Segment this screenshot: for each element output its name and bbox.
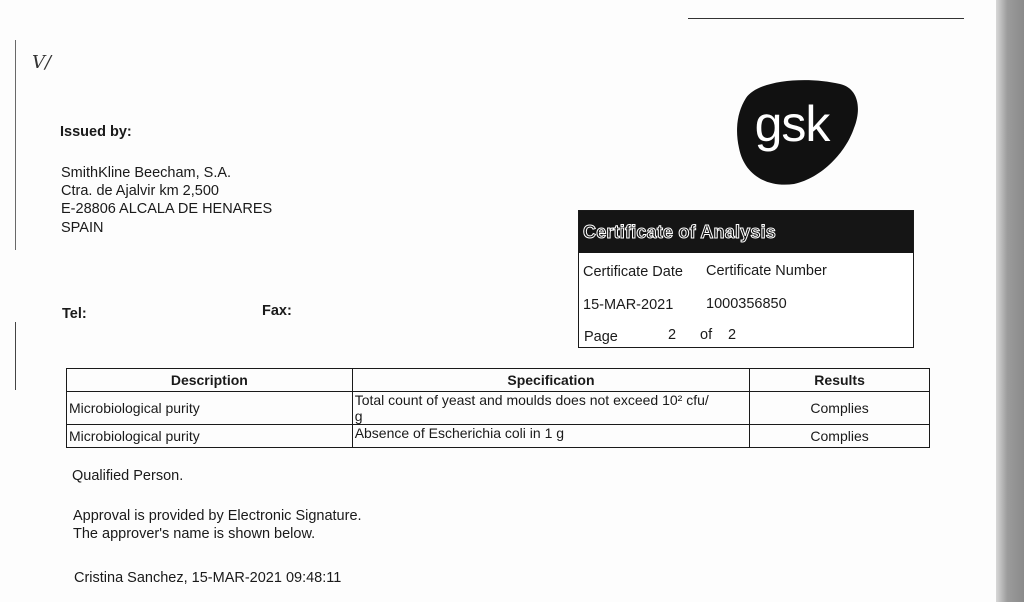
issuer-company: SmithKline Beecham, S.A. bbox=[61, 165, 232, 181]
tel-label: Tel: bbox=[62, 306, 87, 322]
fax-label: Fax: bbox=[262, 303, 292, 319]
handwritten-mark: V/ bbox=[32, 52, 52, 73]
results-table bbox=[66, 368, 930, 448]
table-header-row bbox=[67, 369, 930, 392]
electronic-signature: Cristina Sanchez, 15-MAR-2021 09:48:11 bbox=[74, 570, 342, 586]
header-specification: Specification bbox=[352, 369, 749, 392]
row-specification bbox=[352, 392, 749, 425]
page-current: 2 bbox=[668, 327, 677, 343]
scan-edge-shadow bbox=[996, 0, 1024, 602]
specification-line: Total count of yeast and moulds does not exceed 10² cfu/ bbox=[354, 392, 709, 408]
certificate-box bbox=[578, 210, 914, 348]
page-total: 2 bbox=[728, 327, 737, 343]
approval-line1: Approval is provided by Electronic Signature. bbox=[73, 508, 362, 524]
table-row bbox=[67, 425, 930, 448]
header-results: Results bbox=[750, 369, 930, 392]
issuer-country: SPAIN bbox=[61, 220, 104, 236]
gsk-logo-text: gsk bbox=[754, 96, 830, 152]
top-rule-line bbox=[688, 18, 964, 19]
row-specification bbox=[352, 425, 749, 448]
approval-line2: The approver's name is shown below. bbox=[73, 526, 316, 542]
certificate-header-bar bbox=[579, 211, 913, 253]
margin-line bbox=[15, 322, 16, 390]
specification-line: g bbox=[354, 408, 363, 424]
certificate-date-label: Certificate Date bbox=[583, 264, 683, 280]
certificate-date-value: 15-MAR-2021 bbox=[583, 297, 674, 313]
table-row bbox=[67, 392, 930, 425]
issuer-address-line2: E-28806 ALCALA DE HENARES bbox=[61, 201, 273, 217]
certificate-title: Certificate of Analysis bbox=[583, 222, 776, 242]
certificate-number-label: Certificate Number bbox=[706, 263, 827, 279]
row-description: Microbiological purity bbox=[67, 425, 353, 448]
header-description: Description bbox=[67, 369, 353, 392]
specification-line: Absence of Escherichia coli in 1 g bbox=[354, 425, 565, 441]
qualified-person-text: Qualified Person. bbox=[72, 468, 184, 484]
certificate-number-value: 1000356850 bbox=[706, 296, 787, 312]
issued-by-label: Issued by: bbox=[60, 124, 132, 140]
row-result: Complies bbox=[750, 392, 930, 425]
row-result: Complies bbox=[750, 425, 930, 448]
row-description: Microbiological purity bbox=[67, 392, 353, 425]
page-label: Page bbox=[584, 329, 618, 345]
page-of-label: of bbox=[700, 327, 713, 343]
gsk-logo bbox=[736, 78, 860, 186]
margin-line bbox=[15, 40, 16, 250]
issuer-address-line1: Ctra. de Ajalvir km 2,500 bbox=[61, 183, 219, 199]
